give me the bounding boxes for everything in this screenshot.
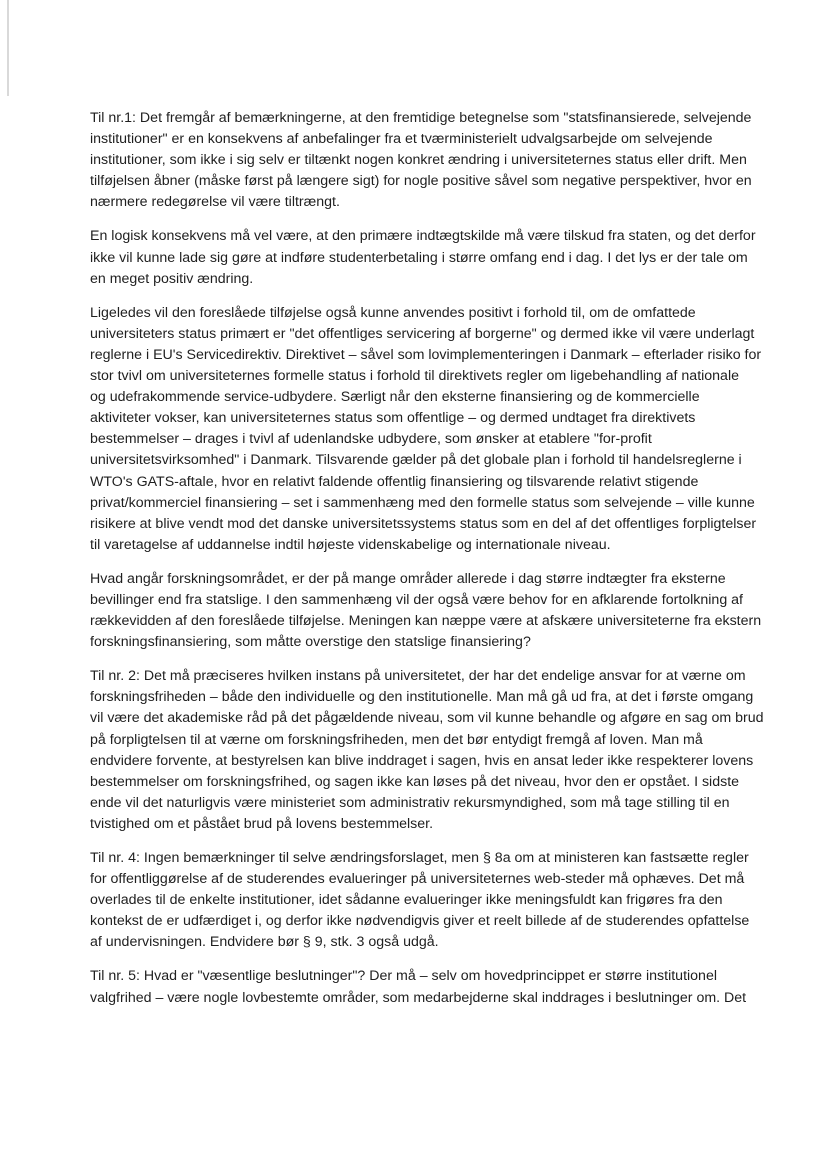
text-line: kontekst de er udfærdiget i, og derfor ikke nødvendigvis giver et reelt billede af de studerendes opfattelse — [90, 913, 750, 930]
text-line: bevillinger end fra statslige. I den sammenhæng vil der også være behov for en afklarende fortolkning af — [90, 591, 743, 608]
text-line: privat/kommerciel finansiering – set i sammenhæng med den formelle status som selvejende – ville kunne — [90, 494, 755, 511]
text-line: aktiviteter vokser, kan universiteternes status som offentlige – og dermed undtaget fra direktivets — [90, 410, 696, 427]
paragraph-logical-consequence — [90, 226, 758, 289]
text-line: Hvad angår forskningsområdet, er der på mange områder allerede i dag større indtægter fra eksterne — [90, 570, 726, 587]
text-line: af undervisningen. Endvidere bør § 9, stk. 3 også udgå. — [90, 934, 439, 951]
paragraph-nr4 — [90, 848, 758, 953]
text-line: bestemmelser – drages i tvivl af udenlandske udbydere, som ønsker at etablere "for-profit — [90, 431, 652, 448]
text-line: Til nr. 2: Det må præciseres hvilken instans på universitetet, der har det endelige ansvar for at værne om — [90, 668, 746, 685]
text-line: Ligeledes vil den foreslåede tilføjelse også kunne anvendes positivt i forhold til, om de omfattede — [90, 304, 696, 321]
text-line: endvidere forvente, at bestyrelsen kan blive inddraget i sagen, hvis en ansat leder ikke respekterer lovens — [90, 752, 754, 769]
text-line: institutioner" er en konsekvens af anbefalinger fra et tværministerielt udvalgsarbejde om selvejende — [90, 131, 713, 148]
text-line: overlades til de enkelte institutioner, idet sådanne evalueringer ikke meningsfuldt kan frigøres fra den — [90, 892, 723, 909]
paragraph-nr1 — [90, 108, 758, 213]
paragraph-nr5 — [90, 966, 758, 1008]
text-line: tvistighed om et påstået brud på lovens bestemmelser. — [90, 815, 434, 832]
text-line: på forpligtelsen til at værne om forskningsfriheden, men det bør entydigt fremgå af loven. Man må — [90, 731, 703, 748]
text-line: risikere at blive vendt mod det danske universitetssystems status som en del af det offentliges forpligtelser — [90, 515, 757, 532]
paragraph-service-directive — [90, 303, 762, 556]
text-line: for offentliggørelse af de studerendes evalueringer på universiteternes web-steder må ophæves. Det må — [90, 871, 745, 888]
text-line: En logisk konsekvens må vel være, at den primære indtægtskilde må være tilskud fra staten, og det derfor — [90, 228, 756, 245]
paragraph-nr2 — [90, 666, 764, 835]
text-line: og udefrakommende service-udbydere. Særligt når den eksterne finansiering og de kommercielle — [90, 389, 700, 406]
text-line: ikke vil kunne lade sig gøre at indføre studenterbetaling i større omfang end i dag. I det lys er der tale om — [90, 249, 748, 266]
text-line: nærmere redegørelse vil være tiltrængt. — [90, 194, 340, 211]
scan-edge-mark — [7, 0, 9, 96]
paragraph-research-area — [90, 569, 762, 653]
text-line: WTO's GATS-aftale, hvor en relativt faldende offentlig finansiering og tilsvarende relativt stigende — [90, 473, 699, 490]
text-line: forskningsfinansiering, som måtte overstige den statslige finansiering? — [90, 634, 531, 651]
text-line: universiteters status primært er "det offentliges servicering af borgerne" og dermed ikke vil være underlagt — [90, 325, 755, 342]
text-line: forskningsfriheden – både den individuelle og den institutionelle. Man må gå ud fra, at det i første omgang — [90, 689, 754, 706]
text-line: universitetsvirksomhed" i Danmark. Tilsvarende gælder på det globale plan i forhold til handelsreglerne i — [90, 452, 742, 469]
text-line: valgfrihed – være nogle lovbestemte områder, som medarbejderne skal inddrages i beslutninger om. Det — [90, 989, 747, 1006]
text-line: Til nr. 4: Ingen bemærkninger til selve ændringsforslaget, men § 8a om at ministeren kan fastsætte regler — [90, 850, 749, 866]
text-line: tilføjelsen åbner (måske først på længere sigt) for nogle positive såvel som negative perspektiver, hvor en — [90, 173, 752, 190]
text-line: vil være det akademiske råd på det pågældende niveau, som vil kunne behandle og afgøre en sag om brud — [90, 710, 764, 727]
document-body — [90, 108, 764, 1022]
text-line: ende vil det naturligvis være ministeriet som administrativ rekursmyndighed, som må tage stilling til en — [90, 794, 730, 811]
text-line: rækkevidden af den foreslåede tilføjelse. Meningen kan næppe være at afskære universiteterne fra ekstern — [90, 613, 762, 630]
text-line: bestemmelser om forskningsfrihed, og sagen ikke kan løses på det niveau, hvor den er opstået. I sidste — [90, 773, 740, 790]
text-line: reglerne i EU's Servicedirektiv. Direktivet – såvel som lovimplementeringen i Danmark – efterlader risiko for — [90, 346, 762, 363]
text-line: stor tvivl om universiteternes formelle status i forhold til direktivets regler om ligebehandling af nationale — [90, 368, 739, 385]
text-line: til varetagelse af uddannelse indtil højeste videnskabelige og internationale niveau. — [90, 536, 611, 553]
text-line: institutioner, som ikke i sig selv er tiltænkt nogen konkret ændring i universiteternes status eller drift. Men — [90, 152, 747, 169]
text-line: en meget positiv ændring. — [90, 270, 254, 287]
text-line: Til nr.1: Det fremgår af bemærkningerne, at den fremtidige betegnelse som "statsfinansierede, selvejende — [90, 110, 752, 126]
text-line: Til nr. 5: Hvad er "væsentlige beslutninger"? Der må – selv om hovedprincippet er større institutionel — [90, 968, 717, 985]
